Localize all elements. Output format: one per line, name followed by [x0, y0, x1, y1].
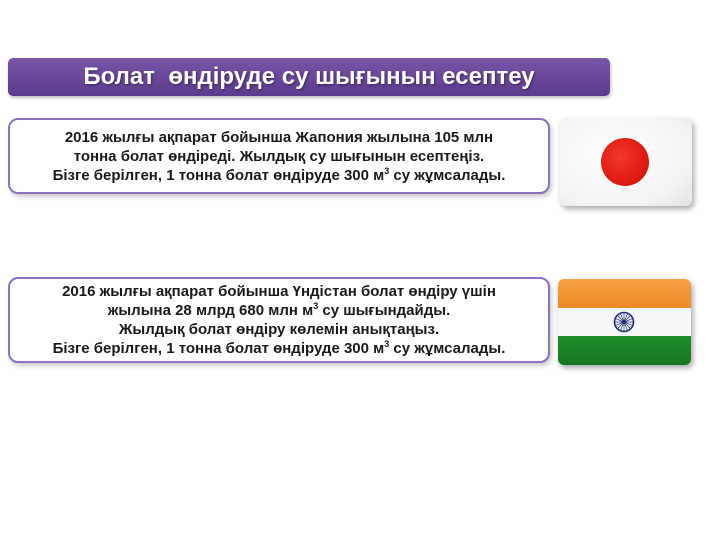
problem-2-line-4-pre: Бізге берілген, 1 тонна болат өндіруде 300 м: [52, 340, 385, 357]
problem-2-line-2-pre: жылына 28 млрд 680 млн м: [107, 302, 314, 319]
problem-2-line-4: [53, 339, 506, 358]
problem-2-line-3: Жылдық болат өндіру көлемін анықтаңыз.: [118, 321, 440, 338]
problem-text-india: [53, 282, 506, 358]
india-flag-green-stripe: [558, 336, 691, 365]
india-flag-saffron-stripe: [558, 279, 691, 308]
slide-title: Болат өндіруде су шығынын есептеу: [83, 63, 535, 90]
india-flag-icon: [558, 279, 691, 365]
cubic-superscript: 3: [384, 339, 390, 349]
india-flag-white-stripe: [558, 308, 691, 337]
problem-2-line-4-post: су жұмсалады.: [389, 340, 506, 357]
problem-text-japan: [53, 128, 506, 185]
ashoka-chakra-icon: [613, 311, 635, 333]
problem-1-line-2: тонна болат өндіреді. Жылдық су шығынын есептеңіз.: [73, 147, 485, 165]
cubic-superscript: 3: [313, 301, 319, 311]
problem-2-line-2-post: су шығындайды.: [318, 302, 451, 319]
cubic-superscript: 3: [384, 165, 390, 176]
problem-card-india: [8, 277, 550, 363]
japan-flag-icon: [560, 118, 692, 206]
problem-card-japan: [8, 118, 550, 194]
problem-1-line-1: 2016 жылғы ақпарат бойынша Жапония жылына 105 млн: [64, 128, 494, 146]
problem-1-line-3-pre: Бізге берілген, 1 тонна болат өндіруде 300 м: [52, 166, 385, 184]
problem-2-line-2: [53, 301, 506, 320]
japan-flag-sun: [601, 138, 649, 186]
problem-2-line-1: 2016 жылғы ақпарат бойынша Үндістан болат өндіру үшін: [62, 283, 496, 300]
slide-title-bar: [8, 58, 610, 96]
problem-1-line-3-post: су жұмсалады.: [389, 166, 506, 184]
problem-1-line-3: [53, 166, 506, 185]
